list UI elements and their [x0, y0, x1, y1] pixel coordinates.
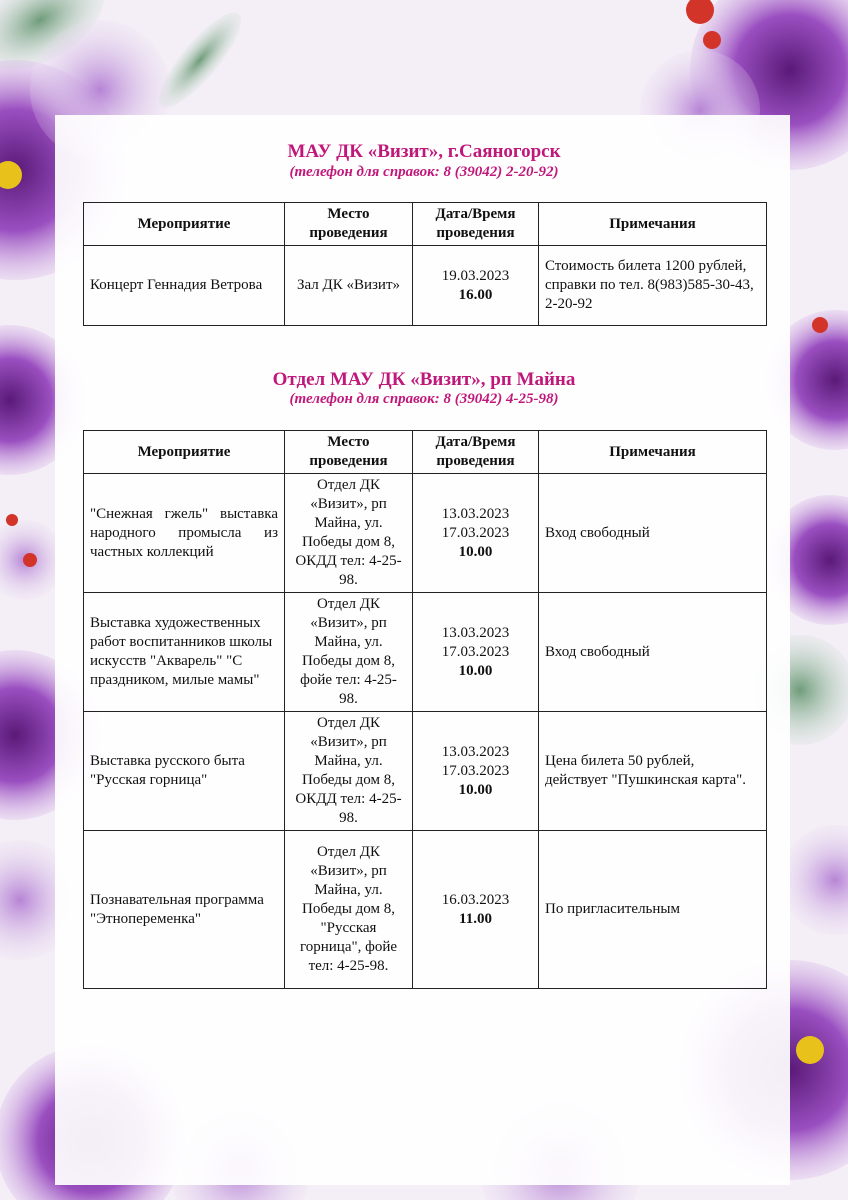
event-cell: Выставка русского быта "Русская горница": [84, 712, 285, 831]
note-cell: Вход свободный: [539, 474, 767, 593]
events-table-mayna: [83, 430, 767, 989]
section-title: Отдел МАУ ДК «Визит», рп Майна: [272, 369, 576, 390]
time: 10.00: [458, 662, 493, 679]
note-cell: Вход свободный: [539, 593, 767, 712]
table-row: [84, 474, 767, 593]
date: 13.03.2023: [441, 624, 510, 641]
section-title: МАУ ДК «Визит», г.Саяногорск: [287, 141, 561, 162]
table-row: [84, 246, 767, 326]
date: 16.03.2023: [441, 891, 510, 908]
events-table-sayanogorsk: [83, 202, 767, 326]
section-phone: (телефон для справок: 8 (39042) 2-20-92): [289, 164, 559, 180]
datetime-cell: [413, 246, 539, 326]
event-cell: Выставка художественных работ воспитанников школы искусств "Акварель" "С праздником, милые мамы": [84, 593, 285, 712]
event-cell: Познавательная программа "Этнопеременка": [84, 831, 285, 989]
table-header-row: [84, 203, 767, 246]
table-row: [84, 593, 767, 712]
section-phone: (телефон для справок: 8 (39042) 4-25-98): [289, 391, 559, 407]
datetime-cell: [413, 593, 539, 712]
header-notes: Примечания: [539, 203, 767, 246]
place-cell: Отдел ДК «Визит», рп Майна, ул. Победы дом 8, ОКДД тел: 4-25-98.: [285, 474, 413, 593]
place-cell: Зал ДК «Визит»: [285, 246, 413, 326]
date: 13.03.2023: [441, 743, 510, 760]
header-place: Место проведения: [285, 203, 413, 246]
date-end: 17.03.2023: [441, 524, 510, 541]
note-cell: По пригласительным: [539, 831, 767, 989]
note-cell: Цена билета 50 рублей, действует "Пушкинская карта".: [539, 712, 767, 831]
datetime-cell: [413, 712, 539, 831]
date-end: 17.03.2023: [441, 643, 510, 660]
place-cell: Отдел ДК «Визит», рп Майна, ул. Победы дом 8, ОКДД тел: 4-25-98.: [285, 712, 413, 831]
note-cell: Стоимость билета 1200 рублей, справки по тел. 8(983)585-30-43, 2-20-92: [539, 246, 767, 326]
time: 10.00: [458, 543, 493, 560]
datetime-cell: [413, 474, 539, 593]
header-event: Мероприятие: [84, 203, 285, 246]
table-row: [84, 712, 767, 831]
time: 16.00: [458, 286, 493, 303]
date-end: 17.03.2023: [441, 762, 510, 779]
header-event: Мероприятие: [84, 431, 285, 474]
event-cell: "Снежная гжель" выставка народного промысла из частных коллекций: [84, 474, 285, 593]
header-notes: Примечания: [539, 431, 767, 474]
table-header-row: [84, 431, 767, 474]
datetime-cell: [413, 831, 539, 989]
header-datetime: Дата/Время проведения: [413, 431, 539, 474]
header-place: Место проведения: [285, 431, 413, 474]
place-cell: Отдел ДК «Визит», рп Майна, ул. Победы дом 8, "Русская горница", фойе тел: 4-25-98.: [285, 831, 413, 989]
table-row: [84, 831, 767, 989]
header-datetime: Дата/Время проведения: [413, 203, 539, 246]
event-cell: Концерт Геннадия Ветрова: [84, 246, 285, 326]
time: 11.00: [459, 910, 492, 927]
time: 10.00: [458, 781, 493, 798]
place-cell: Отдел ДК «Визит», рп Майна, ул. Победы дом 8, фойе тел: 4-25-98.: [285, 593, 413, 712]
date: 19.03.2023: [441, 267, 510, 284]
date: 13.03.2023: [441, 505, 510, 522]
